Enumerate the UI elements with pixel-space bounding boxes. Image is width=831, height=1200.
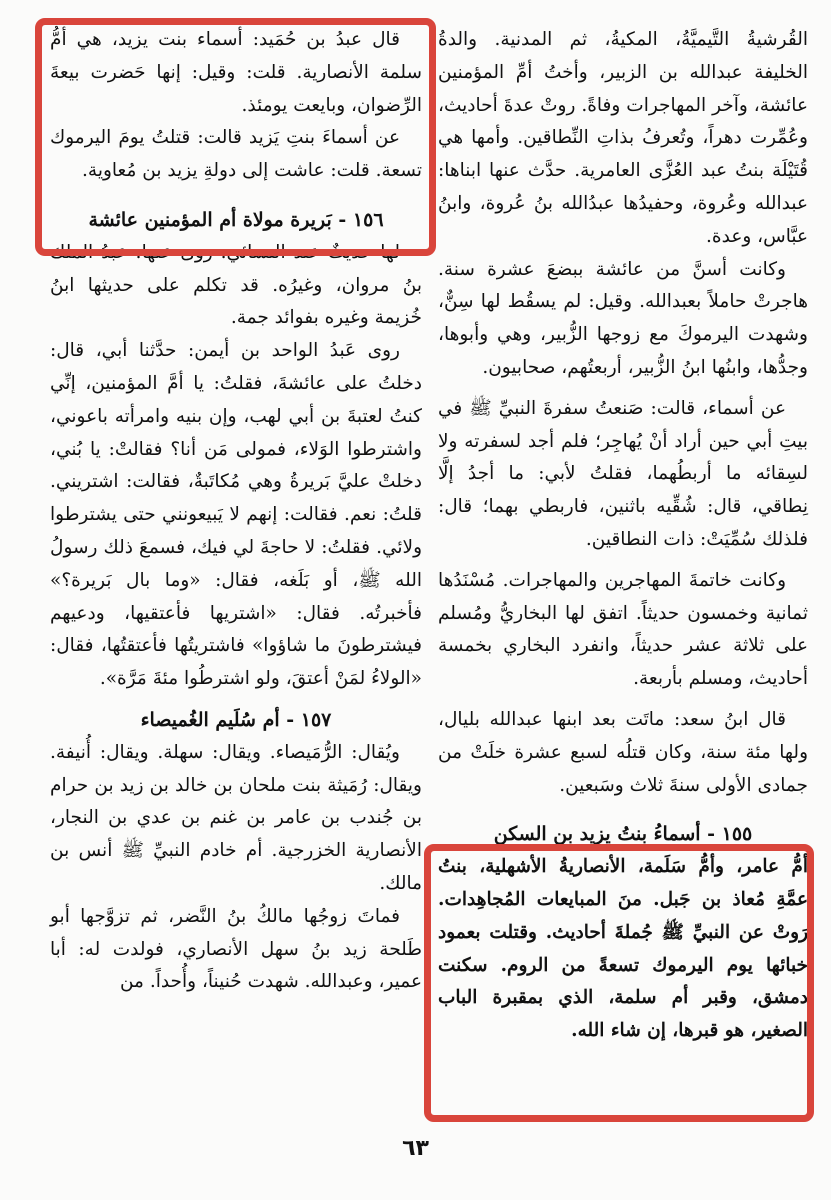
highlight-box-top: [35, 18, 436, 256]
asma-bint-abi-bakr-musnad: وكانت خاتمةَ المهاجرين والمهاجرات. مُسْنَدُها ثمانية وخمسون حديثاً. اتفق لها البخاريُّ ومُسلم على ثلاثة عشر حديثاً، وانفرد البخاري بخمسة أحاديث، ومسلم بأربعة.: [438, 569, 808, 690]
asma-bint-abi-bakr-death: قال ابنُ سعد: ماتَت بعد ابنها عبدالله بليال، ولها مئة سنة، وكان قتلُه لسبع عشرة خلَتْ من جمادى الأولى سنةَ ثلاث وسَبعين.: [438, 708, 808, 796]
entry-155-title: ١٥٥ - أسماءُ بنتُ يزيد بن السكن: [493, 823, 753, 846]
highlight-box-bottom: [424, 844, 814, 1122]
entry-157-title: ١٥٧ - أم سُلَيم الغُميصاء: [140, 708, 332, 731]
entry-156-title: ١٥٦ - بَريرة مولاة أم المؤمنين عائشة: [88, 208, 384, 231]
entry-156-hadith: روى عَبدُ الواحد بن أيمن: حدَّثنا أبي، قال: دخلتُ على عائشةَ، فقلتُ: يا أمَّ المؤمنين، إنِّي كنتُ لعتبةَ بن أبي لهب، وإن بنيه وامرأته باعوني، واشترطوا الوَلاء، فمولى مَن أنا؟ فقالتْ: يا بُني، دخلتْ عليَّ بَريرةُ وهي مُكاتَبةٌ، فقالت: اشتريني. قلتُ: نعم. فقالت: إنهم لا يَبيعونني حتى يشترطوا ولائي. فقلتُ: لا حاجةَ لي فيك، فسمعَ ذلك رسولُ الله ﷺ، أو بَلَغه، فقال: «وما بال بَريرة؟» فأخبرتُه. فقال: «اشتريها فأعتقيها، ودعيهم فيشترطونَ ما شاؤوا» فاشتريتُها فأعتقتُها، فقال: «الولاءُ لمَنْ أعتقَ، ولو اشترطُوا مئةَ مَرَّة».: [50, 340, 422, 690]
entry-156-intro: لها حديثٌ عند النسائي. روى عنها: عبدُ الملك بنُ مروان، وغيرُه. قد تكلم على حديثها ابنُ خُزيمة وغيره بفوائد جمة.: [50, 241, 422, 329]
asma-bint-yazid-note: قال عبدُ بن حُمَيد: أسماء بنت يزيد، هي أمُّ سلمة الأنصارية. قلت: وقيل: إنها حَضرت بيعةَ الرِّضوان، وبايعت يومئذ.: [50, 29, 422, 116]
entry-157-names: ويُقال: الرُّمَيصاء. ويقال: سهلة. ويقال: أُنيفة. ويقال: رُمَيثة بنت ملحان بن خالد بن زيد بن حرام بن جُندب بن عامر بن غنم بن عدي بن النجار، الأنصارية الخزرجية. أم خادم النبيِّ ﷺ أنس بن مالك.: [50, 741, 422, 894]
asma-bint-abi-bakr-hadith: عن أسماء، قالت: صَنعتُ سفرةَ النبيِّ ﷺ في بيتِ أبي حين أراد أنْ يُهاجِر؛ فلم أجد لسفرته ولا لسِقائه ما أربطُهما، فقلتُ لأبي: ما أجدُ إلَّا نِطاقي، قال: شُقِّيه باثنين، فاربطي بهما؛ قال: فلذلك سُمِّيَتْ: ذات النطاقين.: [438, 397, 808, 550]
page-number: ٦٣: [402, 1136, 429, 1161]
asma-bint-yazid-yarmouk: عن أسماءَ بنتِ يَزيد قالت: قتلتُ يومَ اليرموك تسعة. قلت: عاشت إلى دولةِ يزيد بن مُعاوية.: [50, 127, 422, 182]
asma-bint-abi-bakr-intro: القُرشيةُ التَّيميَّةُ، المكيةُ، ثم المدنية. والدةُ الخليفة عبدالله بن الزبير، وأختُ أمِّ المؤمنين عائشة، وآخر المهاجرات وفاةً. روتْ عدةَ أحاديث، وعُمِّرت دهراً، وتُعرفُ بذاتِ النِّطاقين. وأمها هي قُتَيْلَة بنتُ عبد العُزَّى العامرية. حدَّث عنها ابناها: عبدالله وعُروة، وحفيدُها عبدُالله بنُ عُروة، وابنُ عبَّاس، وعدة.: [438, 29, 808, 247]
entry-157-marriage: فماتَ زوجُها مالكُ بنُ النَّضر، ثم تزوَّجها أبو طَلحة زيد بنُ سهل الأنصاري، فولدت له: أبا عمير، وعبدالله. شهدت حُنيناً، وأُحداً. من: [50, 905, 422, 993]
entry-155-body: أمُّ عامر، وأمُّ سَلَمة، الأنصاريةُ الأشهلية، بنتُ عمَّةِ مُعاذ بن جَبل. منَ المبايعات المُجاهِدات. رَوتْ عن النبيِّ ﷺ جُملةَ أحاديث. وقتلت بعمود خبائها يوم اليرموك تسعةً من الروم. سكنت دمشق، وقبر أم سلمة، الذي بمقبرة الباب الصغير، هو قبرها، إن شاء الله.: [438, 856, 808, 1042]
asma-bint-abi-bakr-age: وكانت أسنَّ من عائشة ببضعَ عشرة سنة. هاجرتْ حاملاً بعبدالله. وقيل: لم يسقُط لها سِنٌّ، وشهدت اليرموكَ مع زوجها الزُّبير، وهي وأبوها، وجدُّها، وابنُها ابنُ الزُّبير، أربعتُهم، صحابيون.: [438, 258, 808, 378]
